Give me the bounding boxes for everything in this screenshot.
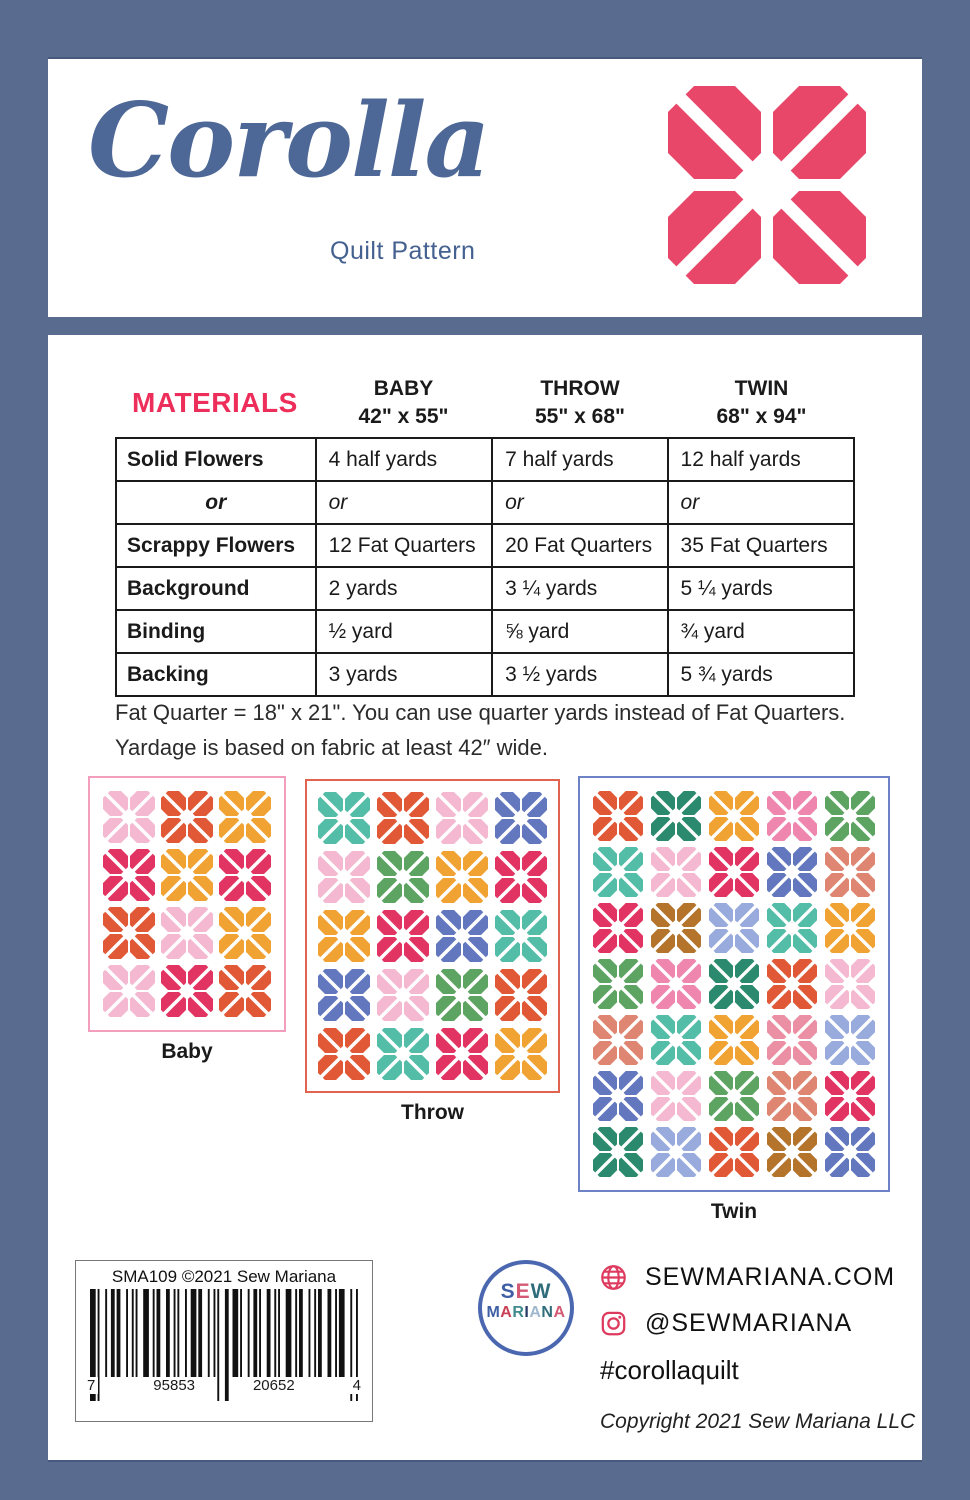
quilt-image bbox=[305, 779, 560, 1093]
flower-block bbox=[436, 792, 488, 844]
header-card bbox=[48, 57, 922, 317]
flower-block bbox=[825, 903, 875, 953]
flower-block bbox=[495, 851, 547, 903]
table-row bbox=[116, 653, 854, 696]
column-name: TWIN bbox=[734, 377, 789, 400]
quilt-image bbox=[578, 776, 890, 1192]
logo-letter: A bbox=[500, 1304, 513, 1321]
cell-baby: 2 yards bbox=[316, 567, 492, 610]
row-label: or bbox=[116, 481, 316, 524]
materials-table bbox=[115, 437, 855, 697]
flower-block bbox=[318, 792, 370, 844]
size-column-headers bbox=[315, 375, 855, 432]
logo-petal bbox=[668, 191, 761, 284]
flower-block bbox=[593, 1127, 643, 1177]
flower-block bbox=[436, 910, 488, 962]
flower-block bbox=[767, 903, 817, 953]
flower-block bbox=[825, 1127, 875, 1177]
instagram-row bbox=[600, 1309, 915, 1338]
logo-letter: A bbox=[553, 1304, 566, 1321]
cell-throw: ⅝ yard bbox=[492, 610, 667, 653]
barcode-digits bbox=[84, 1377, 364, 1394]
cell-throw: or bbox=[492, 481, 667, 524]
flower-block bbox=[377, 969, 429, 1021]
quilt-label: Baby bbox=[161, 1040, 213, 1063]
globe-icon bbox=[600, 1264, 627, 1291]
sew-mariana-logo bbox=[478, 1260, 574, 1356]
logo-letter: R bbox=[512, 1304, 525, 1321]
cell-baby: 3 yards bbox=[316, 653, 492, 696]
pattern-title: Corolla bbox=[88, 81, 489, 201]
note-line: Fat Quarter = 18" x 21". You can use quarter yards instead of Fat Quarters. bbox=[115, 700, 846, 725]
flower-block bbox=[709, 1071, 759, 1121]
corolla-flower-logo bbox=[668, 86, 866, 284]
cell-throw: 3 ½ yards bbox=[492, 653, 667, 696]
flower-block bbox=[219, 965, 271, 1017]
quilt-label: Twin bbox=[710, 1200, 758, 1223]
flower-block bbox=[103, 965, 155, 1017]
column-size: 55" x 68" bbox=[535, 405, 625, 429]
barcode-title: SMA109 ©2021 Sew Mariana bbox=[111, 1267, 337, 1286]
flower-block bbox=[709, 791, 759, 841]
column-name: THROW bbox=[540, 377, 620, 400]
cell-baby: ½ yard bbox=[316, 610, 492, 653]
cell-baby: or bbox=[316, 481, 492, 524]
flower-block bbox=[377, 851, 429, 903]
flower-block bbox=[161, 965, 213, 1017]
cell-twin: or bbox=[668, 481, 854, 524]
flower-block bbox=[318, 851, 370, 903]
flower-block bbox=[709, 847, 759, 897]
instagram-text: @SEWMARIANA bbox=[645, 1309, 853, 1337]
row-label: Solid Flowers bbox=[116, 438, 316, 481]
flower-block bbox=[825, 1071, 875, 1121]
hashtag-text: #corollaquilt bbox=[600, 1355, 739, 1385]
table-row bbox=[116, 567, 854, 610]
table-row bbox=[116, 524, 854, 567]
flower-block bbox=[219, 849, 271, 901]
column-name: BABY bbox=[373, 377, 434, 400]
column-header-throw bbox=[492, 375, 668, 432]
flower-block bbox=[377, 1028, 429, 1080]
flower-block bbox=[436, 1028, 488, 1080]
column-size: 42" x 55" bbox=[358, 405, 449, 429]
flower-block bbox=[495, 910, 547, 962]
flower-block bbox=[651, 1127, 701, 1177]
flower-block bbox=[161, 791, 213, 843]
barcode-digit-group: 95853 bbox=[150, 1377, 198, 1394]
cell-twin: 35 Fat Quarters bbox=[668, 524, 854, 567]
cell-throw: 20 Fat Quarters bbox=[492, 524, 667, 567]
flower-block bbox=[651, 791, 701, 841]
flower-block bbox=[318, 910, 370, 962]
flower-block bbox=[377, 910, 429, 962]
logo-letter: E bbox=[515, 1280, 531, 1303]
flower-block bbox=[767, 791, 817, 841]
flower-block bbox=[767, 1015, 817, 1065]
logo-letter: I bbox=[524, 1304, 530, 1321]
cell-baby: 12 Fat Quarters bbox=[316, 524, 492, 567]
logo-word-sew bbox=[482, 1280, 570, 1304]
flower-block bbox=[709, 959, 759, 1009]
pattern-subtitle: Quilt Pattern bbox=[330, 237, 476, 265]
column-header-twin bbox=[668, 375, 855, 432]
website-row bbox=[600, 1263, 915, 1292]
barcode-digit-group: 4 bbox=[350, 1377, 364, 1394]
website-text: SEWMARIANA.COM bbox=[645, 1263, 896, 1291]
flower-block bbox=[103, 907, 155, 959]
quilt-preview-throw bbox=[305, 779, 560, 1125]
row-label: Backing bbox=[116, 653, 316, 696]
cell-twin: 5 ¾ yards bbox=[668, 653, 854, 696]
cell-twin: ¾ yard bbox=[668, 610, 854, 653]
flower-block bbox=[825, 1015, 875, 1065]
flower-block bbox=[825, 847, 875, 897]
quilt-label: Throw bbox=[401, 1101, 464, 1124]
flower-block bbox=[219, 907, 271, 959]
table-row bbox=[116, 438, 854, 481]
instagram-icon bbox=[600, 1310, 627, 1337]
flower-block bbox=[161, 907, 213, 959]
materials-heading: MATERIALS bbox=[132, 387, 298, 418]
barcode-digit-group: 7 bbox=[84, 1377, 98, 1394]
row-label: Binding bbox=[116, 610, 316, 653]
logo-letter: M bbox=[486, 1304, 501, 1321]
flower-block bbox=[495, 1028, 547, 1080]
logo-petal bbox=[773, 86, 866, 179]
flower-block bbox=[767, 1071, 817, 1121]
barcode-digit-group: 20652 bbox=[250, 1377, 298, 1394]
main-card bbox=[48, 335, 922, 1462]
flower-block bbox=[767, 959, 817, 1009]
table-row bbox=[116, 610, 854, 653]
flower-block bbox=[825, 959, 875, 1009]
flower-block bbox=[709, 903, 759, 953]
flower-block bbox=[767, 847, 817, 897]
logo-petal bbox=[773, 191, 866, 284]
flower-block bbox=[436, 851, 488, 903]
column-size: 68" x 94" bbox=[716, 405, 807, 429]
flower-block bbox=[495, 792, 547, 844]
flower-block bbox=[709, 1015, 759, 1065]
logo-letter: S bbox=[500, 1280, 516, 1303]
cell-twin: 12 half yards bbox=[668, 438, 854, 481]
column-header-baby bbox=[315, 375, 492, 432]
cell-twin: 5 ¼ yards bbox=[668, 567, 854, 610]
flower-block bbox=[651, 1071, 701, 1121]
flower-block bbox=[709, 1127, 759, 1177]
flower-block bbox=[318, 1028, 370, 1080]
flower-block bbox=[651, 903, 701, 953]
flower-block bbox=[593, 903, 643, 953]
logo-word-mariana bbox=[482, 1304, 570, 1322]
flower-block bbox=[219, 791, 271, 843]
flower-block bbox=[593, 959, 643, 1009]
logo-petal bbox=[668, 86, 761, 179]
logo-letter: A bbox=[529, 1304, 542, 1321]
flower-block bbox=[593, 847, 643, 897]
quilt-preview-baby bbox=[88, 776, 286, 1064]
cell-baby: 4 half yards bbox=[316, 438, 492, 481]
flower-block bbox=[651, 959, 701, 1009]
barcode bbox=[75, 1260, 373, 1422]
flower-block bbox=[651, 847, 701, 897]
copyright-text: Copyright 2021 Sew Mariana LLC bbox=[600, 1410, 916, 1433]
row-label: Background bbox=[116, 567, 316, 610]
row-label: Scrappy Flowers bbox=[116, 524, 316, 567]
flower-block bbox=[377, 792, 429, 844]
flower-block bbox=[103, 849, 155, 901]
flower-block bbox=[161, 849, 213, 901]
flower-block bbox=[593, 1015, 643, 1065]
flower-block bbox=[103, 791, 155, 843]
logo-letter: N bbox=[541, 1304, 554, 1321]
quilt-preview-twin bbox=[578, 776, 890, 1224]
fat-quarter-note bbox=[115, 695, 845, 765]
flower-block bbox=[318, 969, 370, 1021]
cell-throw: 3 ¼ yards bbox=[492, 567, 667, 610]
flower-block bbox=[767, 1127, 817, 1177]
flower-block bbox=[436, 969, 488, 1021]
social-links bbox=[600, 1263, 915, 1434]
flower-block bbox=[593, 1071, 643, 1121]
table-row bbox=[116, 481, 854, 524]
flower-block bbox=[495, 969, 547, 1021]
cell-throw: 7 half yards bbox=[492, 438, 667, 481]
flower-block bbox=[651, 1015, 701, 1065]
quilt-image bbox=[88, 776, 286, 1032]
flower-block bbox=[593, 791, 643, 841]
note-line: Yardage is based on fabric at least 42″ wide. bbox=[115, 735, 548, 761]
logo-letter: W bbox=[530, 1280, 552, 1303]
flower-block bbox=[825, 791, 875, 841]
